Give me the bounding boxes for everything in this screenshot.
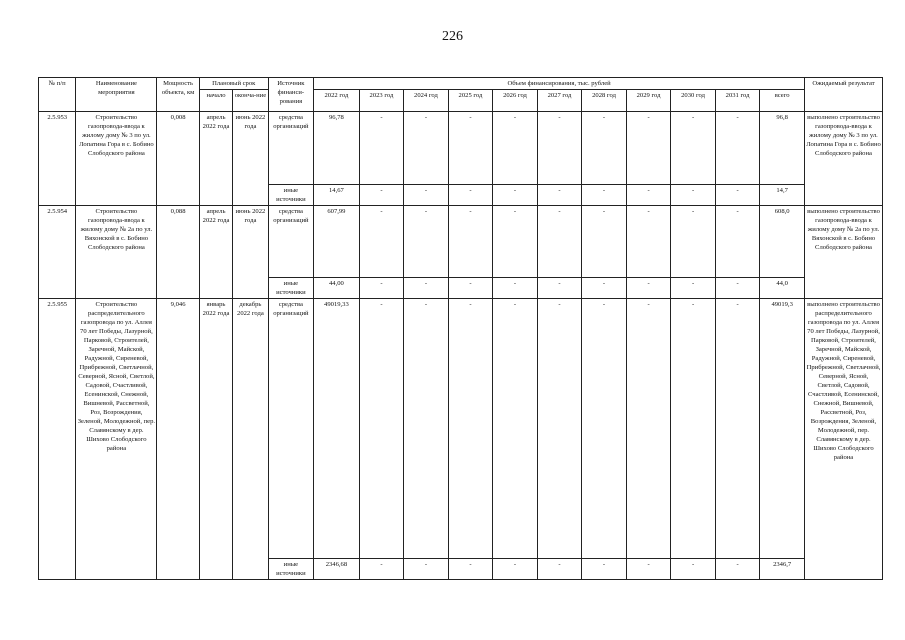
row-capacity: 0,008	[157, 112, 199, 206]
header-source: Источник финанси-рования	[268, 78, 314, 112]
value-2022: 14,67	[314, 184, 360, 205]
header-num: № п/п	[39, 78, 76, 112]
value-dash: -	[715, 184, 760, 205]
header-year: 2025 год	[448, 90, 493, 112]
value-2022: 96,78	[314, 112, 360, 184]
value-dash: -	[404, 205, 449, 277]
header-year: 2023 год	[359, 90, 404, 112]
value-dash: -	[448, 184, 493, 205]
row-capacity: 0,088	[157, 205, 199, 299]
row-result: выполнено строительство газопровода-ввода к жилому дому № 2а по ул. Вяхонской в с. Бобино Слободского района	[804, 205, 882, 299]
value-dash: -	[493, 112, 538, 184]
header-result: Ожидаемый результат	[804, 78, 882, 112]
source-name: средства организаций	[268, 112, 314, 184]
value-dash: -	[715, 299, 760, 559]
value-dash: -	[582, 299, 627, 559]
source-name: иные источники	[268, 278, 314, 299]
value-dash: -	[671, 184, 716, 205]
value-dash: -	[626, 558, 671, 579]
page-number: 226	[442, 29, 463, 44]
header-year: 2026 год	[493, 90, 538, 112]
value-dash: -	[404, 278, 449, 299]
value-dash: -	[404, 299, 449, 559]
value-total: 14,7	[760, 184, 805, 205]
value-total: 44,0	[760, 278, 805, 299]
value-dash: -	[582, 112, 627, 184]
value-dash: -	[359, 184, 404, 205]
value-dash: -	[493, 184, 538, 205]
row-name: Строительство распределительного газопровода по ул. Аллея 70 лет Победы, Лазурной, Парковой, Строителей, Заречной, Майской, Радужной, Сиреневой, Прибрежной, Светлачной, Северной, Ясной, Светлой, Садовой, Счастливой, Есенинской, Снежной, Вишневой, Рассветной, Роз, Возрождения, Зеленой, Молодежной, пер. Славянскому в дер. Шихово Слободского района	[76, 299, 157, 580]
header-start: начало	[199, 90, 232, 112]
value-dash: -	[493, 558, 538, 579]
source-name: иные источники	[268, 184, 314, 205]
row-capacity: 9,046	[157, 299, 199, 580]
value-dash: -	[582, 184, 627, 205]
value-dash: -	[448, 299, 493, 559]
value-dash: -	[626, 112, 671, 184]
header-year: 2029 год	[626, 90, 671, 112]
value-dash: -	[626, 184, 671, 205]
header-capacity: Мощность объекта, км	[157, 78, 199, 112]
value-dash: -	[404, 184, 449, 205]
row-end: июнь 2022 года	[233, 205, 268, 299]
value-dash: -	[537, 558, 582, 579]
value-dash: -	[404, 112, 449, 184]
value-dash: -	[493, 278, 538, 299]
row-start: январь 2022 года	[199, 299, 232, 580]
value-total: 608,0	[760, 205, 805, 277]
row-start: апрель 2022 года	[199, 205, 232, 299]
value-dash: -	[493, 205, 538, 277]
value-dash: -	[359, 112, 404, 184]
value-dash: -	[626, 299, 671, 559]
value-dash: -	[537, 112, 582, 184]
value-dash: -	[448, 558, 493, 579]
header-end: оконча-ние	[233, 90, 268, 112]
financing-table	[38, 77, 883, 580]
value-dash: -	[359, 205, 404, 277]
header-year: 2022 год	[314, 90, 360, 112]
header-name: Наименование мероприятия	[76, 78, 157, 112]
header-volume: Объем финансирования, тыс. рублей	[314, 78, 805, 90]
value-dash: -	[448, 278, 493, 299]
row-end: декабрь 2022 года	[233, 299, 268, 580]
row-name: Строительство газопровода-ввода к жилому дому № 3 по ул. Лопатина Гора в с. Бобино Слободского района	[76, 112, 157, 206]
value-dash: -	[671, 278, 716, 299]
row-num: 2.5.955	[39, 299, 76, 580]
value-2022: 2346,68	[314, 558, 360, 579]
row-result: выполнено строительство газопровода-ввода к жилому дому № 3 по ул. Лопатина Гора в с. Бобино Слободского района	[804, 112, 882, 206]
value-dash: -	[626, 205, 671, 277]
header-year: 2028 год	[582, 90, 627, 112]
row-result: выполнено строительство распределительного газопровода по ул. Аллея 70 лет Победы, Лазурной, Парковой, Строителей, Заречной, Майской, Радужной, Сиреневой, Прибрежной, Светлачной, Северной, Ясной, Светлой, Садовой, Счастливой, Есенинской, Снежной, Вишневой, Рассветной, Роз, Возрождения, Зеленой, Молодежной, пер. Славянскому в дер. Шихово Слободского района	[804, 299, 882, 580]
row-start: апрель 2022 года	[199, 112, 232, 206]
value-dash: -	[715, 558, 760, 579]
value-dash: -	[537, 278, 582, 299]
header-total: всего	[760, 90, 805, 112]
value-total: 96,8	[760, 112, 805, 184]
source-name: средства организаций	[268, 299, 314, 559]
value-dash: -	[715, 112, 760, 184]
value-dash: -	[582, 558, 627, 579]
value-dash: -	[582, 205, 627, 277]
value-dash: -	[448, 112, 493, 184]
value-dash: -	[537, 299, 582, 559]
value-dash: -	[359, 299, 404, 559]
row-num: 2.5.953	[39, 112, 76, 206]
value-dash: -	[493, 299, 538, 559]
value-2022: 49019,33	[314, 299, 360, 559]
header-year: 2024 год	[404, 90, 449, 112]
value-dash: -	[448, 205, 493, 277]
value-total: 2346,7	[760, 558, 805, 579]
value-dash: -	[715, 205, 760, 277]
header-year: 2031 год	[715, 90, 760, 112]
value-dash: -	[537, 205, 582, 277]
value-dash: -	[671, 299, 716, 559]
value-2022: 44,00	[314, 278, 360, 299]
value-dash: -	[404, 558, 449, 579]
row-name: Строительство газопровода-ввода к жилому дому № 2а по ул. Вяхонской в с. Бобино Слободского района	[76, 205, 157, 299]
value-2022: 607,99	[314, 205, 360, 277]
row-end: июнь 2022 года	[233, 112, 268, 206]
value-dash: -	[537, 184, 582, 205]
header-year: 2030 год	[671, 90, 716, 112]
value-dash: -	[671, 558, 716, 579]
value-dash: -	[671, 205, 716, 277]
source-name: иные источники	[268, 558, 314, 579]
header-term: Плановый срок	[199, 78, 268, 90]
value-dash: -	[671, 112, 716, 184]
value-dash: -	[626, 278, 671, 299]
value-dash: -	[359, 278, 404, 299]
row-num: 2.5.954	[39, 205, 76, 299]
header-year: 2027 год	[537, 90, 582, 112]
value-total: 49019,3	[760, 299, 805, 559]
value-dash: -	[582, 278, 627, 299]
value-dash: -	[715, 278, 760, 299]
source-name: средства организаций	[268, 205, 314, 277]
value-dash: -	[359, 558, 404, 579]
